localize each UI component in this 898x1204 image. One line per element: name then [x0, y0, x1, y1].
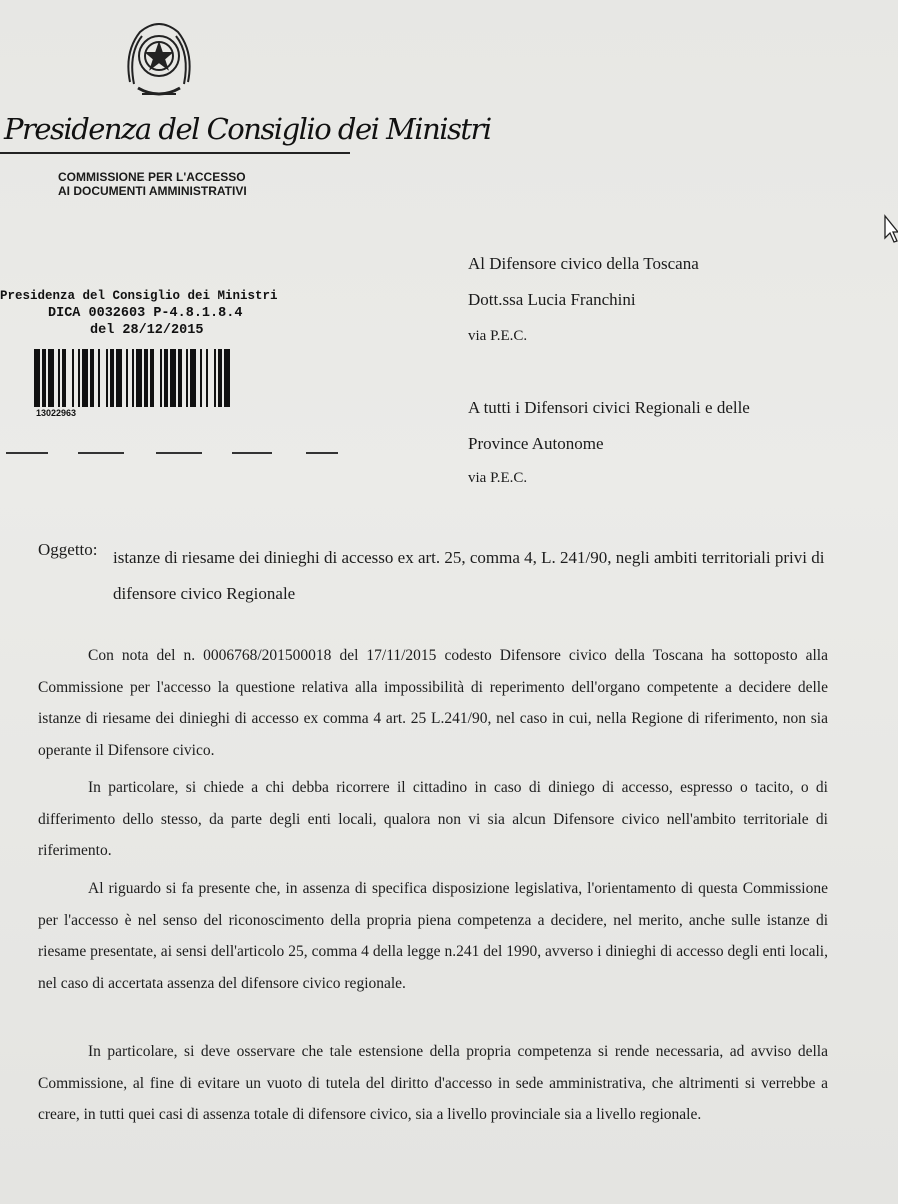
subject-label: Oggetto: — [38, 540, 98, 559]
organization-underline — [0, 152, 350, 154]
body-paragraph-3 — [38, 873, 828, 999]
commission-title — [58, 170, 318, 198]
protocol-office: Presidenza del Consiglio dei Ministri — [0, 289, 278, 303]
protocol-number: DICA 0032603 P-4.8.1.8.4 — [48, 306, 243, 321]
commission-line-2: AI DOCUMENTI AMMINISTRATIVI — [58, 184, 247, 198]
recipient-2-extra: Province Autonome — [468, 434, 604, 453]
body-paragraph-4-text: In particolare, si deve osservare che tale estensione della propria competenza si rende necessaria, ad avviso della Commissione, al fine di evitare un vuoto di tutela del diritto d'accesso in sede amministrativa, che altrimenti si verrebbe a creare, in tutti quei casi di assenza totale di difensore civico, sia a livello provinciale sia a livello regionale. — [38, 1043, 828, 1123]
recipient-2-name: A tutti i Difensori civici Regionali e delle — [468, 398, 750, 417]
body-paragraph-3-text: Al riguardo si fa presente che, in assenza di specifica disposizione legislativa, l'orientamento di questa Commissione per l'accesso è nel senso del riconoscimento della propria piena competenza a decidere, nel merito, anche sulle istanze di riesame presentate, ai sensi dell'articolo 25, comma 4 della legge n.241 del 1990, avverso i dinieghi di accesso degli enti locali, nel caso di accertata assenza del difensore civico regionale. — [38, 880, 828, 992]
subject-text: istanze di riesame dei dinieghi di accesso ex art. 25, comma 4, L. 241/90, negli ambiti territoriali privi di difensore civico Regionale — [113, 548, 825, 603]
organization-name: Presidenza del Consiglio dei Ministri — [4, 112, 491, 146]
body-paragraph-4 — [38, 1036, 828, 1131]
body-paragraph-1 — [38, 640, 828, 766]
body-paragraph-2-text: In particolare, si chiede a chi debba ricorrere il cittadino in caso di diniego di accesso, espresso o tacito, o di differimento dello stesso, da parte degli enti locali, qualora non vi sia alcun Difensore civico nell'ambito territoriale di riferimento. — [38, 779, 828, 859]
body-paragraph-1-text: Con nota del n. 0006768/201500018 del 17/11/2015 codesto Difensore civico della Toscana ha sottoposto alla Commissione per l'accesso la questione relativa alla impossibilità di reperimento dell'organo competente a decidere delle istanze di riesame dei dinieghi di accesso ex comma 4 art. 25 L.241/90, nel caso in cui, nella Regione di riferimento, non sia operante il Difensore civico. — [38, 647, 828, 759]
body-paragraph-2 — [38, 772, 828, 867]
mouse-cursor-icon — [884, 214, 898, 244]
recipient-2-channel: via P.E.C. — [468, 470, 528, 486]
barcode — [34, 349, 296, 407]
protocol-date: del 28/12/2015 — [90, 323, 204, 338]
recipient-1-person: Dott.ssa Lucia Franchini — [468, 290, 636, 309]
recipient-1-channel: via P.E.C. — [468, 328, 528, 344]
recipient-1-name: Al Difensore civico della Toscana — [468, 254, 699, 273]
barcode-number: 13022963 — [36, 408, 77, 418]
protocol-stamp — [0, 288, 310, 339]
italian-republic-emblem-icon — [120, 12, 198, 102]
separator-dashes — [6, 452, 346, 455]
commission-line-1: COMMISSIONE PER L'ACCESSO — [58, 170, 246, 184]
